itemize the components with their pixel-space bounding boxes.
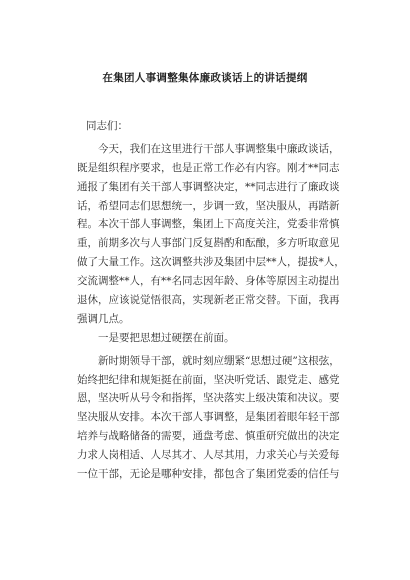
paragraph-line: 一位干部，无论是哪种安排，都包含了集团党委的信任与 bbox=[77, 468, 340, 481]
paragraph-line: 重，前期多次与人事部门反复斟酌和酝酿，多方听取意见 bbox=[77, 237, 340, 250]
paragraph-line: 做了大量工作。这次调整共涉及集团中层**人，提拔*人， bbox=[77, 256, 345, 269]
paragraph-line: 话，希望同志们思想统一，步调一致，坚决服从，再踏新 bbox=[77, 199, 340, 212]
paragraph-line: 既是组织程序要求，也是正常工作必有内容。刚才**同志 bbox=[77, 161, 340, 174]
paragraph-line: 强调几点。 bbox=[77, 312, 130, 325]
paragraph-line: 恩，坚决听从号令和指挥，坚决落实上级决策和决议。要 bbox=[77, 392, 340, 405]
paragraph-line: 交流调整**人，有**名同志因年龄、身体等原因主动提出 bbox=[77, 275, 340, 288]
paragraph-line: 新时期领导干部，就时刻应绷紧“思想过硬”这根弦， bbox=[98, 354, 340, 367]
paragraph-line: 退休，应该说觉悟很高，实现新老正常交替。下面，我再 bbox=[77, 294, 340, 307]
paragraph-line: 坚决服从安排。本次干部人事调整，是集团着眼年轻干部 bbox=[77, 411, 340, 424]
salutation-line: 同志们： bbox=[86, 120, 128, 132]
paragraph-line: 程。本次干部人事调整，集团上下高度关注，党委非常慎 bbox=[77, 218, 340, 231]
paragraph-line: 通报了集团有关干部人事调整决定，**同志进行了廉政谈 bbox=[77, 180, 340, 193]
paragraph-line: 始终把纪律和规矩挺在前面，坚决听党话、跟党走、感党 bbox=[77, 373, 340, 386]
document-title: 在集团人事调整集体廉政谈话上的讲话提纲 bbox=[102, 72, 308, 84]
paragraph-line: 今天，我们在这里进行干部人事调整集中廉政谈话， bbox=[98, 142, 340, 155]
document-body bbox=[77, 117, 347, 484]
paragraph-line: 培养与战略储备的需要，通盘考虑、慎重研究做出的决定 bbox=[77, 430, 340, 443]
section-heading: 一是要把思想过硬摆在前面。 bbox=[98, 331, 235, 344]
paragraph-line: 力求人岗相适、人尽其才、人尽其用，力求关心与关爱每 bbox=[77, 449, 340, 462]
